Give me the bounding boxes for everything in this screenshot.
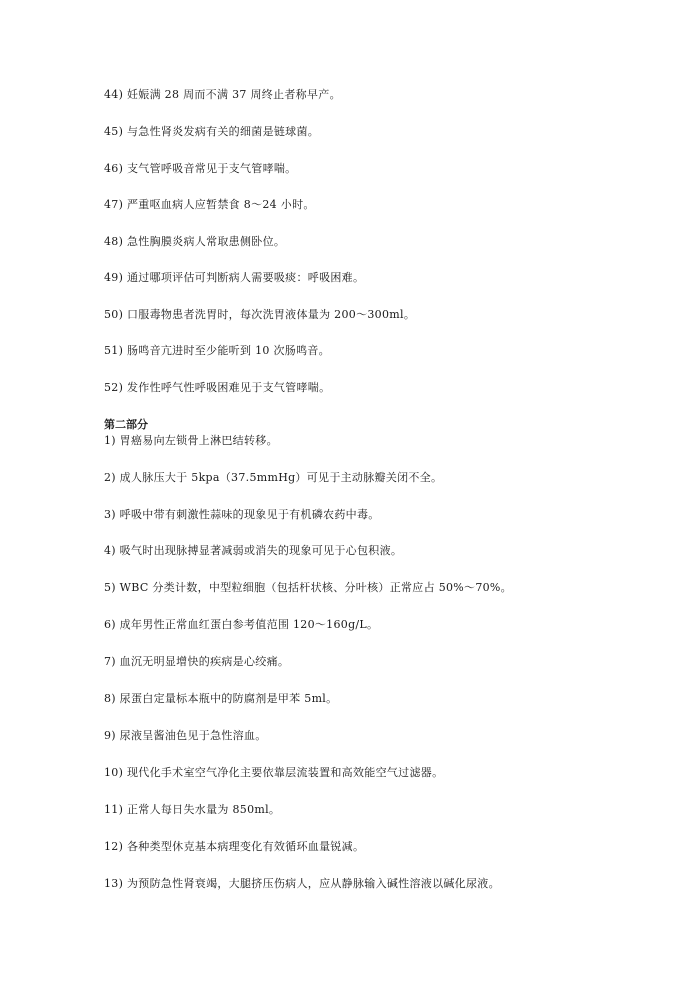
- list-item: 47) 严重呕血病人应暂禁食 8～24 小时。: [104, 198, 315, 211]
- list-item: 1) 胃癌易向左锁骨上淋巴结转移。: [104, 434, 278, 447]
- list-item: 8) 尿蛋白定量标本瓶中的防腐剂是甲苯 5ml。: [104, 692, 338, 705]
- list-item: 9) 尿液呈酱油色见于急性溶血。: [104, 729, 267, 742]
- list-item: 10) 现代化手术室空气净化主要依靠层流装置和高效能空气过滤器。: [104, 766, 444, 779]
- list-item: 50) 口服毒物患者洗胃时，每次洗胃液体量为 200～300ml。: [104, 308, 416, 321]
- list-item: 3) 呼吸中带有刺激性蒜味的现象见于有机磷农药中毒。: [104, 508, 380, 521]
- list-item: 51) 肠鸣音亢进时至少能听到 10 次肠鸣音。: [104, 344, 330, 357]
- list-item: 12) 各种类型休克基本病理变化有效循环血量锐减。: [104, 840, 365, 853]
- section-heading: 第二部分: [104, 418, 148, 431]
- list-item: 46) 支气管呼吸音常见于支气管哮喘。: [104, 162, 297, 175]
- list-item: 4) 吸气时出现脉搏显著减弱或消失的现象可见于心包积液。: [104, 544, 403, 557]
- list-item: 2) 成人脉压大于 5kpa（37.5mmHg）可见于主动脉瓣关闭不全。: [104, 471, 443, 484]
- list-item: 52) 发作性呼气性呼吸困难见于支气管哮喘。: [104, 381, 331, 394]
- list-item: 44) 妊娠满 28 周而不满 37 周终止者称早产。: [104, 88, 341, 101]
- list-item: 45) 与急性肾炎发病有关的细菌是链球菌。: [104, 125, 320, 138]
- list-item: 5) WBC 分类计数，中型粒细胞（包括杆状核、分叶核）正常应占 50%～70%。: [104, 581, 512, 594]
- list-item: 48) 急性胸膜炎病人常取患侧卧位。: [104, 235, 286, 248]
- list-item: 11) 正常人每日失水量为 850ml。: [104, 803, 281, 816]
- list-item: 13) 为预防急性肾衰竭，大腿挤压伤病人，应从静脉输入碱性溶液以碱化尿液。: [104, 877, 500, 890]
- list-item: 6) 成年男性正常血红蛋白参考值范围 120～160g/L。: [104, 618, 379, 631]
- list-item: 49) 通过哪项评估可判断病人需要吸痰：呼吸困难。: [104, 271, 365, 284]
- list-item: 7) 血沉无明显增快的疾病是心绞痛。: [104, 655, 290, 668]
